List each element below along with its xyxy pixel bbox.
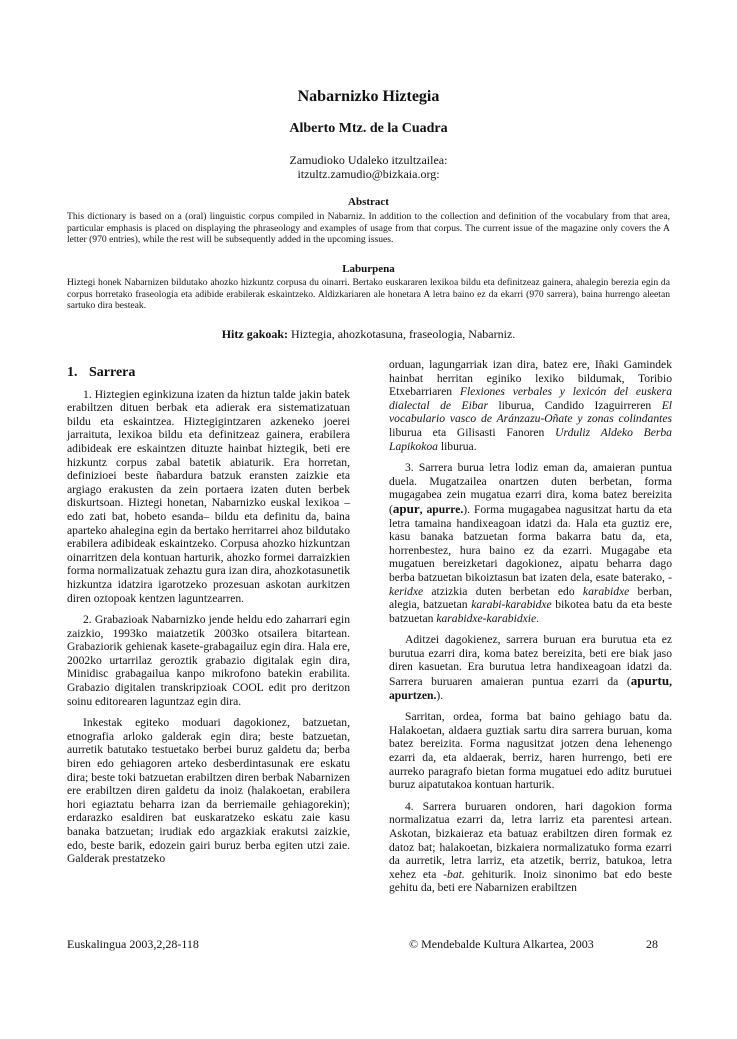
paragraph: Sarritan, ordea, forma bat baino gehiago batu da. Halakoetan, aldaera guztiak sartu dira sarrera buruan, koma batez bereizita. Forma nagusitzat jotzen dena lehenengo ezarri da, eta aldaerak, berriz, haren hurrengo, beti ere aurreko paragrafo bietan forma mugatuei edo aditz burutuei buruz aipatutakoa kontuan harturik. — [389, 710, 672, 792]
paragraph: orduan, lagungarriak izan dira, batez ere, Iñaki Gamindek hainbat herritan eginiko lexiko bildumak, Toribio Etxebarriaren Flexiones verbales y lexicón del euskera dialectal de Eibar liburua, Candido Izaguirreren El vocabulario vasco de Aránzazu-Oñate y zonas colindantes liburua eta Gilisasti Fanoren Urduliz Aldeko Berba Lapikokoa liburua. — [389, 358, 672, 453]
paragraph: 4. Sarrera buruaren ondoren, hari dagokion forma normalizatua ezarri da, letra larriz eta parentesi artean. Askotan, bizkaieraz eta batuaz erabiltzen diren formak ez datoz bat; halakoetan, bizkaiera normalizatuko forma ezarri da aurretik, letra larriz, eta atzetik, berriz, batukoa, letra xehez eta -bat. gehiturik. Inoiz sinonimo bat edo beste gehitu da, beti ere Nabarnizen erabiltzen — [389, 799, 673, 895]
keywords-label: Hitz gakoak: — [221, 327, 289, 341]
section-number: 1. — [67, 365, 78, 380]
page-number: 28 — [646, 937, 658, 951]
keywords — [0, 327, 737, 342]
paragraph: 1. Hiztegien eginkizuna izaten da hiztun talde jakin batek erabiltzen dituen berbak eta adierak era sistematizatuan bildu eta eskaintzea. Hiztegigintzaren azkeneko joerei jarraituta, lexikoa bildu eta definitzeaz gainera, erabilera adibideak ere eskaintzen dituzte hainbat hiztegik, beti ere hizkuntz corpus zabal batetik abiaturik. Era horretan, definizioei beste ñabardura batzuk eransten zaizkie eta argiago erakusten da zein portaera izaten duten berbek diskurtsoan. Hiztegi honetan, Nabarnizko euskal lexikoa –edo zati bat, hobeto esanda– bildu eta definitu da, baina aparteko ahalegina egin da bertako herritarrei ahoz bildutako erabilera adibideak eskaintzeko. Corpusa ahozko hizkuntzan oinarritzen dela kontuan harturik, ahozko formei darraizkien forma normalizatuak zehaztu gura izan dira, ahozkotasunetik hizkuntza idatzira igarotzeko prozesuan askotan aurkitzen diren oztopoak kentzen laguntzearren. — [67, 387, 350, 605]
author-name: Alberto Mtz. de la Cuadra — [289, 121, 448, 136]
abstract-heading: Abstract — [348, 196, 389, 208]
section-title: Sarrera — [89, 365, 136, 380]
affiliation-line: Zamudioko Udaleko itzultzailea: — [289, 153, 448, 167]
laburpena-heading: Laburpena — [342, 263, 395, 275]
footer-citation: Euskalingua 2003,2,28-118 — [67, 937, 199, 951]
abstract-text: This dictionary is based on a (oral) linguistic corpus compiled in Nabarniz. In addition to the collection and definition of the vocabulary from that area, particular emphasis is placed on displaying the phraseology and examples of usage from that corpus. The current issue of the magazine only covers the A letter (970 entries), while the rest will be subsequently added in the upcoming issues. — [67, 211, 670, 246]
author-affiliation — [0, 153, 737, 181]
right-column — [389, 358, 672, 903]
affiliation-email: itzultz.zamudio@bizkaia.org: — [297, 167, 440, 181]
left-column — [67, 366, 350, 874]
footer-copyright: © Mendebalde Kultura Alkartea, 2003 — [409, 937, 594, 951]
paragraph: 2. Grabazioak Nabarnizko jende heldu edo zaharrari egin zaizkio, 1993ko maiatzetik 2003ko otsailera bitartean. Grabaziorik gehienak kasete-grabagailuz egin dira. Hala ere, 2002ko urtarrilaz geroztik grabazio digitalak egin dira, Minidisc grabagailua kanpo mikrofono batekin erabilita. Grabazio digitalen transkripzioak COOL edit pro deritzon soinu editorearen laguntzaz egin dira. — [67, 613, 350, 708]
section-heading — [67, 366, 350, 380]
keywords-text: Hiztegia, ahozkotasuna, fraseologia, Nabarniz. — [288, 327, 516, 341]
paper-title: Nabarnizko Hiztegia — [297, 88, 440, 105]
paragraph: Aditzei dagokienez, sarrera buruan era burutua eta ez burutua ezarri dira, koma batez bereizita, beti ere biak jaso diren kasuetan. Era burutua letra handixeagoan idatzi da. Sarrera buruaren amaieran puntua ezarri da (apurtu, apurtzen.). — [389, 633, 672, 702]
laburpena-text: Hiztegi honek Nabarnizen bildutako ahozko hizkuntz corpusa du oinarri. Bertako euskararen lexikoa bildu eta definitzeaz gainera, ahalegin berezia egin da corpus horretako fraseologia eta adibide erabilerak eskaintzeko. Aldizkariaren ale honetara A letra baino ez da ekarri (970 sarrera), baina hurrengo aleetan sartuko dira besteak. — [67, 277, 670, 312]
paragraph: 3. Sarrera burua letra lodiz eman da, amaieran puntua duela. Mugatzailea onartzen duten berbetan, forma mugagabea zein mugatua ezarri dira, koma batez bereizita (apur, apurre.). Forma mugagabea nagusitzat hartu da eta letra tamaina handixeagoan idatzi da. Hala eta guztiz ere, kasu banaka batzuetan forma bakarra batu da, eta, horrenbestez, hura baino ez da ezarri. Mugagabe eta mugatuen bereizketari dagokionez, aipatu beharra dago berba batzuetan bikoiztasun bat izaten dela, esate baterako, -keridxe atzizkia duten berbetan edo karabidxe berban, alegia, batzuetan karabi-karabidxe bikotea batu da eta beste batzuetan karabidxe-karabidxie. — [389, 461, 673, 625]
paragraph: Inkestak egiteko moduari dagokionez, batzuetan, etnografia arloko galderak egin dira; beste batzuetan, aurretik batutako testuetako berbei buruz galdetu da; berba biren edo gehiagoren arteko desberdintasunak ere eskatu dira; beste toki batzuetan erabiltzen diren berbak Nabarnizen ere erabiltzen diren galdetu da inoiz (halakoetan, erabilera hori egiaztatu beharra izan da berriemaile gehiagorekin); erdarazko esaldiren bat euskaratzeko eskatu zaie kasu banaka batzuetan; irudiak edo argazkiak erakutsi zaizkie, edo, beste barik, edozein gairi buruz berba egiten utzi zaie. Galderak prestatzeko — [67, 716, 350, 866]
